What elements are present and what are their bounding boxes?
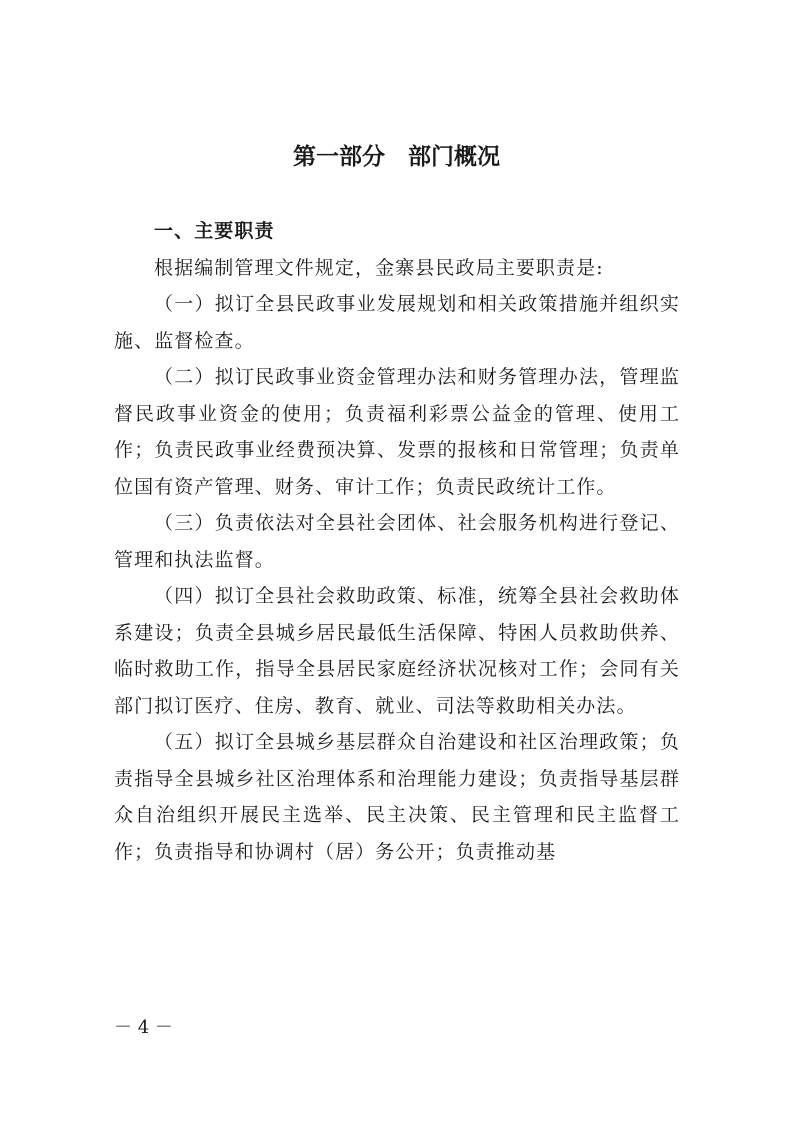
paragraph-item-2: （二）拟订民政事业资金管理办法和财务管理办法，管理监督民政事业资金的使用；负责福利彩票公益金的管理、使用工作；负责民政事业经费预决算、发票的报核和日常管理；负责单位国有资产管理、财务、审计工作；负责民政统计工作。	[114, 366, 680, 498]
paragraph-item-3: （三）负责依法对全县社会团体、社会服务机构进行登记、管理和执法监督。	[114, 512, 680, 571]
page-number: － 4 －	[114, 1017, 173, 1038]
paragraph-item-1: （一）拟订全县民政事业发展规划和相关政策措施并组织实施、监督检查。	[114, 293, 680, 352]
paragraph-item-5: （五）拟订全县城乡基层群众自治建设和社区治理政策；负责指导全县城乡社区治理体系和治理能力建设；负责指导基层群众自治组织开展民主选举、民主决策、民主管理和民主监督工作；负责指导和协调村（居）务公开；负责推动基	[114, 731, 680, 863]
document-body	[114, 213, 680, 870]
paragraph-item-4: （四）拟订全县社会救助政策、标准，统筹全县社会救助体系建设；负责全县城乡居民最低生活保障、特困人员救助供养、临时救助工作，指导全县居民家庭经济状况核对工作；会同有关部门拟订医疗、住房、教育、就业、司法等救助相关办法。	[114, 585, 680, 717]
paragraph-intro: 根据编制管理文件规定，金寨县民政局主要职责是:	[154, 256, 604, 279]
section-heading: 一、主要职责	[154, 220, 275, 242]
page-title: 第一部分 部门概况	[293, 144, 500, 170]
